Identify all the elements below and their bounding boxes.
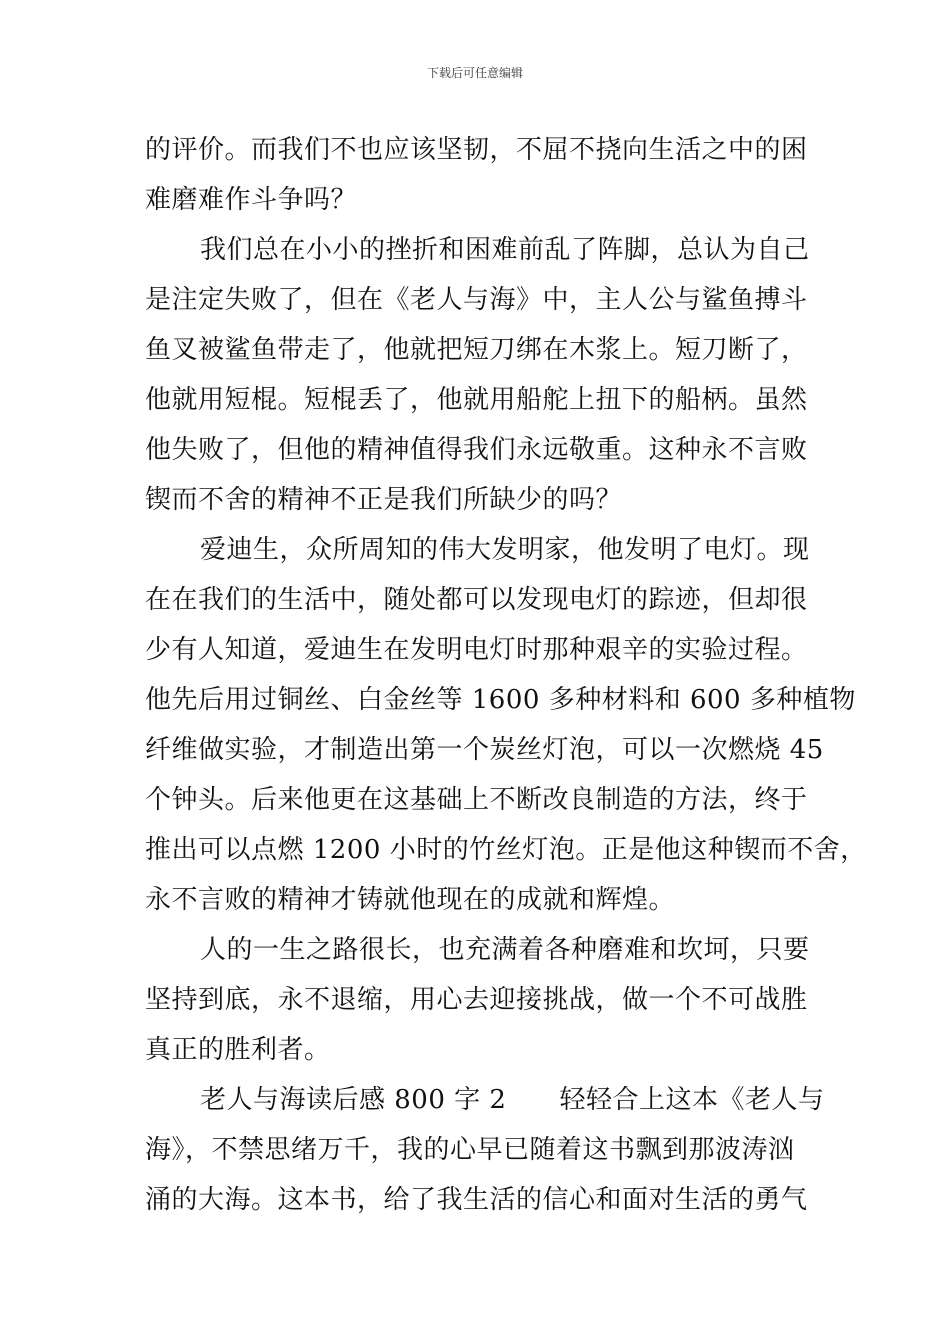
text-line: 他失败了，但他的精神值得我们永远敬重。这种永不言败 — [145, 435, 808, 465]
text-line: 人的一生之路很长，也充满着各种磨难和坎坷，只要 — [200, 935, 810, 965]
text-line: 他先后用过铜丝、白金丝等 1600 多种材料和 600 多种植物 — [145, 685, 856, 715]
text-line: 我们总在小小的挫折和困难前乱了阵脚，总认为自己 — [200, 235, 810, 265]
text-line: 个钟头。后来他更在这基础上不断改良制造的方法，终于 — [145, 785, 808, 815]
text-line: 少有人知道，爱迪生在发明电灯时那种艰辛的实验过程。 — [145, 635, 808, 665]
text-line: 难磨难作斗争吗？ — [145, 185, 358, 215]
text-line: 老人与海读后感 800 字 2 轻轻合上这本《老人与 — [200, 1085, 825, 1115]
text-line: 真正的胜利者。 — [145, 1035, 331, 1065]
text-line: 纤维做实验，才制造出第一个炭丝灯泡，可以一次燃烧 45 — [145, 735, 824, 765]
text-line: 海》，不禁思绪万千，我的心早已随着这书飘到那波涛汹 — [145, 1135, 795, 1165]
text-line: 的评价。而我们不也应该坚韧，不屈不挠向生活之中的困 — [145, 135, 808, 165]
text-line: 他就用短棍。短棍丢了，他就用船舵上扭下的船柄。虽然 — [145, 385, 808, 415]
text-line: 是注定失败了，但在《老人与海》中，主人公与鲨鱼搏斗 — [145, 285, 808, 315]
text-line: 鱼叉被鲨鱼带走了，他就把短刀绑在木浆上。短刀断了， — [145, 335, 808, 365]
text-line: 永不言败的精神才铸就他现在的成就和辉煌。 — [145, 885, 676, 915]
text-line: 锲而不舍的精神不正是我们所缺少的吗？ — [145, 485, 623, 515]
text-line: 爱迪生，众所周知的伟大发明家，他发明了电灯。现 — [200, 535, 810, 565]
text-line: 推出可以点燃 1200 小时的竹丝灯泡。正是他这种锲而不舍， — [145, 835, 867, 865]
text-line: 坚持到底，永不退缩，用心去迎接挑战，做一个不可战胜 — [145, 985, 808, 1015]
text-line: 在在我们的生活中，随处都可以发现电灯的踪迹，但却很 — [145, 585, 808, 615]
text-line: 涌的大海。这本书，给了我生活的信心和面对生活的勇气 — [145, 1185, 808, 1215]
page-header: 下载后可任意编辑 — [426, 66, 523, 80]
